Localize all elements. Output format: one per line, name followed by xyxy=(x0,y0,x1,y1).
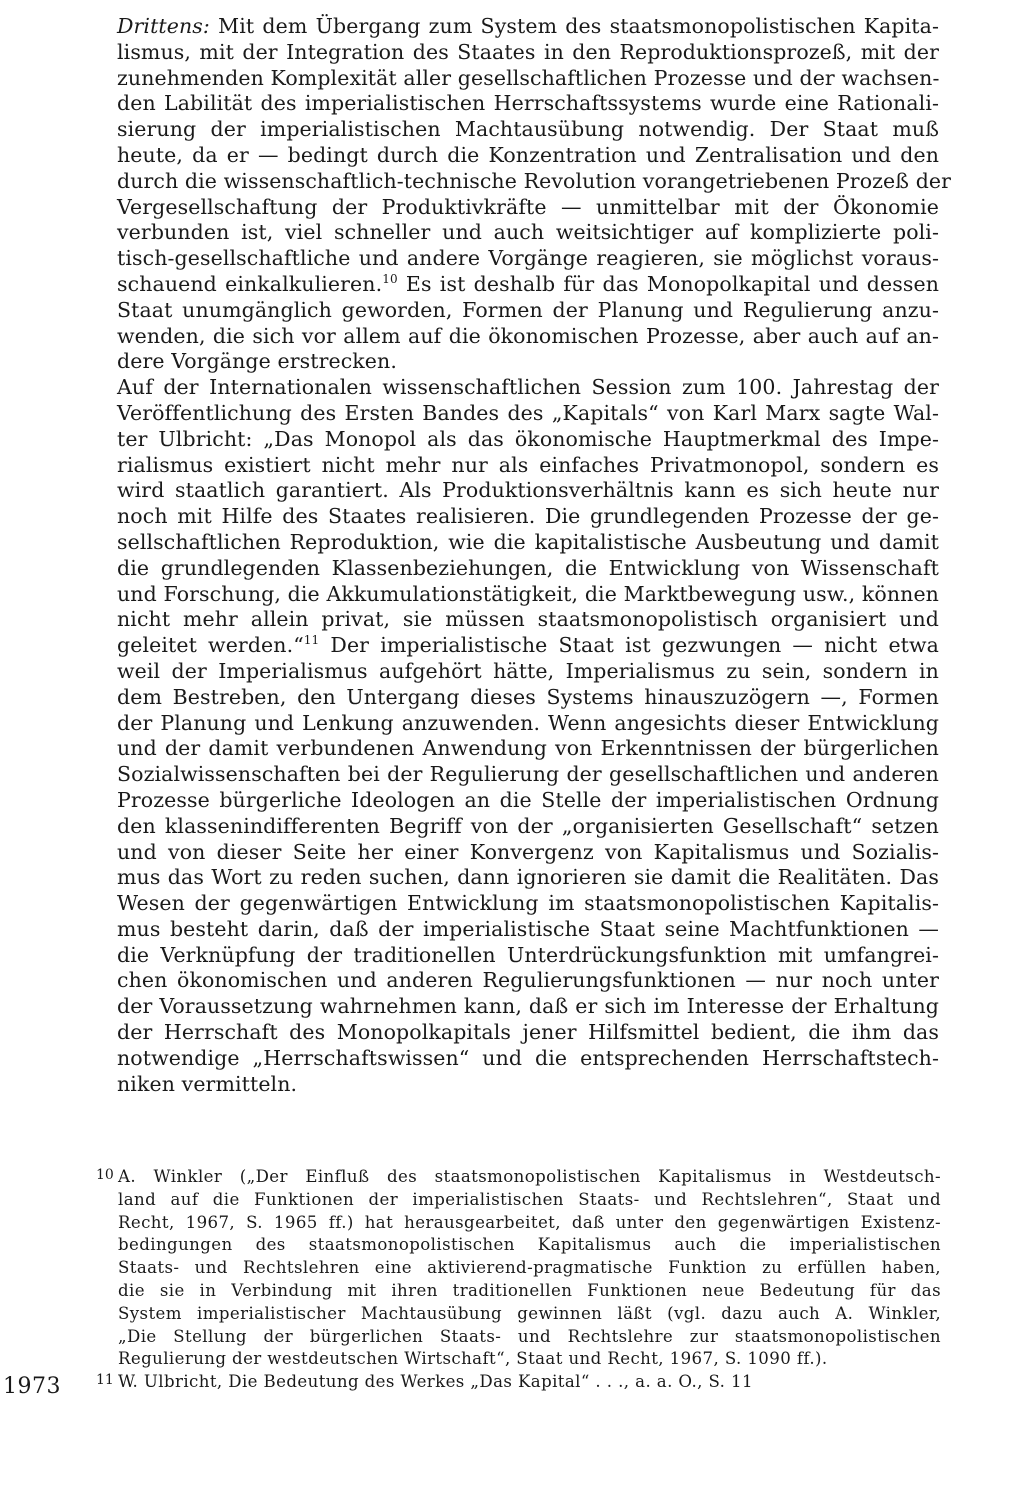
footnote-line: „Die Stellung der bürgerlichen Staats- und Rechtslehre zur staatsmonopolistischen xyxy=(118,1326,941,1346)
text-line: sierung der imperialistischen Machtausübung notwendig. Der Staat muß xyxy=(117,117,939,142)
text-line: dere Vorgänge erstrecken. xyxy=(117,349,397,374)
footnote-line: die sie in Verbindung mit ihren traditionellen Funktionen neue Bedeutung für das xyxy=(118,1280,941,1300)
footnote-10 xyxy=(96,1166,941,1371)
text-line: der Planung und Lenkung anzuwenden. Wenn angesichts dieser Entwicklung xyxy=(117,710,939,735)
text-line: sellschaftlichen Reproduktion, wie die kapitalistische Ausbeutung und damit xyxy=(117,529,939,554)
footnote-line: Regulierung der westdeutschen Wirtschaft“, Staat und Recht, 1967, S. 1090 ff.). xyxy=(118,1349,828,1369)
footnote-number: 11 xyxy=(96,1372,114,1389)
footnote-number: 10 xyxy=(96,1167,114,1183)
footnote-ref-10: 10 xyxy=(382,271,398,286)
text-line: Drittens: Mit dem Übergang zum System des staatsmonopolistischen Kapita- xyxy=(117,14,939,38)
text-line: Veröffentlichung des Ersten Bandes des „Kapitals“ von Karl Marx sagte Wal- xyxy=(117,400,939,425)
text-line: Sozialwissenschaften bei der Regulierung der gesellschaftlichen und anderen xyxy=(117,762,939,787)
text-line: wenden, die sich vor allem auf die ökonomischen Prozesse, aber auch auf an- xyxy=(117,323,939,348)
text-line: Vergesellschaftung der Produktivkräfte — unmittelbar mit der Ökonomie xyxy=(117,194,939,219)
text-line: verbunden ist, viel schneller und auch weitsichtiger auf komplizierte poli- xyxy=(117,220,939,245)
text-line: Wesen der gegenwärtigen Entwicklung im staatsmonopolistischen Kapitalis- xyxy=(117,891,939,916)
text-line: nicht mehr allein privat, sie müssen staatsmonopolistisch organisiert und xyxy=(117,607,939,632)
text-line: der Herrschaft des Monopolkapitals jener Hilfsmittel bedient, die ihm das xyxy=(117,1020,939,1045)
text-line: wird staatlich garantiert. Als Produktionsverhältnis kann es sich heute nur xyxy=(117,478,939,503)
footnote-line: A. Winkler („Der Einfluß des staatsmonopolistischen Kapitalismus in Westdeutsch- xyxy=(118,1167,941,1186)
text-line: dem Bestreben, den Untergang dieses Systems hinauszuzögern —, Formen xyxy=(117,684,939,709)
footnote-line: System imperialistischer Machtausübung gewinnen läßt (vgl. dazu auch A. Winkler, xyxy=(118,1303,941,1323)
text-line: ter Ulbricht: „Das Monopol als das ökonomische Hauptmerkmal des Impe- xyxy=(117,426,939,451)
paragraph-lead: Drittens: xyxy=(117,14,210,38)
text-line: weil der Imperialismus aufgehört hätte, Imperialismus zu sein, sondern in xyxy=(117,658,939,683)
text-line: rialismus existiert nicht mehr nur als einfaches Privatmonopol, sondern es xyxy=(117,452,939,477)
text-line: Staat unumgänglich geworden, Formen der Planung und Regulierung anzu- xyxy=(117,297,939,322)
text-line: und von dieser Seite her einer Konvergenz von Kapitalismus und Sozialis- xyxy=(117,839,939,864)
footnote-line: W. Ulbricht, Die Bedeutung des Werkes „Das Kapital“ . . ., a. a. O., S. 11 xyxy=(118,1372,753,1392)
text-line: und der damit verbundenen Anwendung von Erkenntnissen der bürgerlichen xyxy=(117,736,939,761)
text-line: zunehmenden Komplexität aller gesellschaftlichen Prozesse und der wachsen- xyxy=(117,65,940,90)
text-line: den Labilität des imperialistischen Herrschaftssystems wurde eine Rationali- xyxy=(117,91,939,116)
text-line: schauend einkalkulieren.$^{10}$ Es ist deshalb für das Monopolkapital und dessen xyxy=(117,271,939,296)
text-line: lismus, mit der Integration des Staates in den Reproduktionsprozeß, mit der xyxy=(117,39,939,64)
text-line: geleitet werden.“$^{11}$ Der imperialistische Staat ist gezwungen — nicht etwa xyxy=(117,633,939,658)
footnote-line: Recht, 1967, S. 1965 ff.) hat herausgearbeitet, daß unter den gegenwärtigen Existenz- xyxy=(118,1212,941,1232)
text-line: noch mit Hilfe des Staates realisieren. Die grundlegenden Prozesse der ge- xyxy=(117,504,939,529)
text-line: Prozesse bürgerliche Ideologen an die Stelle der imperialistischen Ordnung xyxy=(117,787,939,812)
text-line: durch die wissenschaftlich-technische Revolution vorangetriebenen Prozeß der xyxy=(117,168,952,193)
text-line: heute, da er — bedingt durch die Konzentration und Zentralisation und den xyxy=(117,142,939,167)
page-number: 1973 xyxy=(3,1374,61,1399)
footnote-11 xyxy=(96,1371,941,1394)
text-line: mus besteht darin, daß der imperialistische Staat seine Machtfunktionen — xyxy=(117,916,939,941)
text-line: tisch-gesellschaftliche und andere Vorgänge reagieren, sie möglichst voraus- xyxy=(117,246,939,271)
text-line: chen ökonomischen und anderen Regulierungsfunktionen — nur noch unter xyxy=(117,968,939,993)
footnote-line: land auf die Funktionen der imperialistischen Staats- und Rechtslehren“, Staat und xyxy=(118,1189,941,1209)
footnote-ref-11: 11 xyxy=(303,633,320,648)
footnotes xyxy=(96,1166,941,1394)
text-line: notwendige „Herrschaftswissen“ und die entsprechenden Herrschaftstech- xyxy=(117,1045,939,1070)
text-line: der Voraussetzung wahrnehmen kann, daß er sich im Interesse der Erhaltung xyxy=(117,994,939,1019)
text-line: den klassenindifferenten Begriff von der „organisierten Gesellschaft“ setzen xyxy=(117,813,939,838)
text-line: die grundlegenden Klassenbeziehungen, die Entwicklung von Wissenschaft xyxy=(117,555,939,580)
main-text xyxy=(117,14,952,1097)
text-line: niken vermitteln. xyxy=(117,1071,298,1096)
footnote-line: bedingungen des staatsmonopolistischen Kapitalismus auch die imperialistischen xyxy=(118,1235,941,1255)
footnote-line: Staats- und Rechtslehren eine aktivierend-pragmatische Funktion zu erfüllen haben, xyxy=(118,1258,941,1278)
text-line: und Forschung, die Akkumulationstätigkeit, die Marktbewegung usw., können xyxy=(117,581,939,606)
text-line: mus das Wort zu reden suchen, dann ignorieren sie damit die Realitäten. Das xyxy=(117,865,939,890)
text-line: Auf der Internationalen wissenschaftlichen Session zum 100. Jahrestag der xyxy=(117,375,939,400)
text-line: die Verknüpfung der traditionellen Unterdrückungsfunktion mit umfangrei- xyxy=(117,942,939,967)
